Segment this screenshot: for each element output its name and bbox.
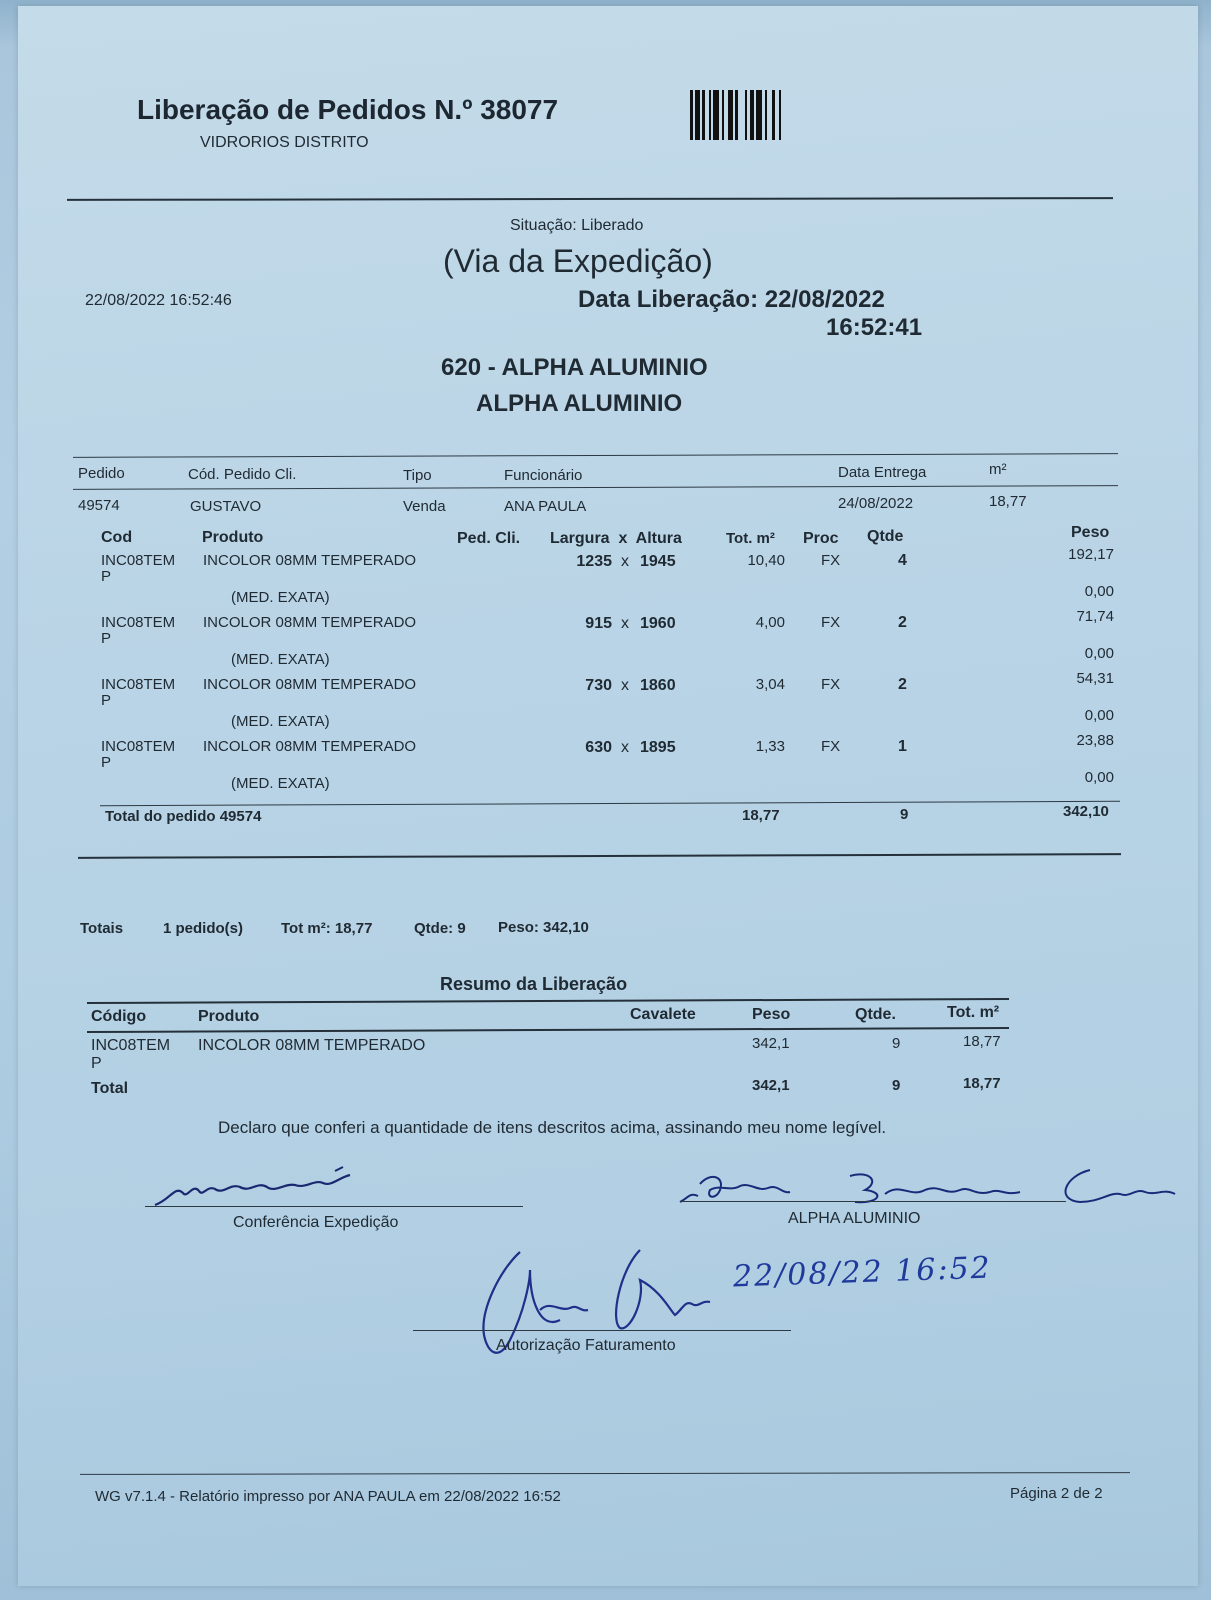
client-name: ALPHA ALUMINIO <box>476 390 683 417</box>
pedido-value: 49574 <box>78 497 120 514</box>
item-cod-cont: P <box>101 692 112 709</box>
resumo-col-tot-m2: Tot. m² <box>947 1004 1000 1021</box>
item-altura: 1895 <box>640 739 676 756</box>
client-signature-line <box>680 1201 1066 1202</box>
item-med-peso: 0,00 <box>1084 645 1114 662</box>
resumo-total-tot-m2: 18,77 <box>963 1075 1001 1092</box>
resumo-row-qtde: 9 <box>892 1035 901 1052</box>
item-cod: INC08TEM <box>101 552 176 569</box>
item-med-exata: (MED. EXATA) <box>231 775 330 792</box>
item-med-exata: (MED. EXATA) <box>231 713 330 730</box>
items-col-cod: Cod <box>101 529 133 546</box>
funcionario-value: ANA PAULA <box>504 498 587 515</box>
item-produto: INCOLOR 08MM TEMPERADO <box>203 738 417 755</box>
item-altura: 1960 <box>640 615 676 632</box>
item-produto: INCOLOR 08MM TEMPERADO <box>203 676 417 693</box>
totais-pedidos: 1 pedido(s) <box>163 920 244 937</box>
item-largura: 915 <box>585 615 612 632</box>
autorizacao-label: Autorização Faturamento <box>496 1337 676 1354</box>
items-col-ped-cli: Ped. Cli. <box>457 530 521 547</box>
col-tipo: Tipo <box>403 467 432 484</box>
col-cod-pedido-cli: Cód. Pedido Cli. <box>188 466 297 483</box>
footer-print-info: WG v7.1.4 - Relatório impresso por ANA PAULA em 22/08/2022 16:52 <box>95 1488 561 1505</box>
item-cod: INC08TEM <box>101 738 176 755</box>
item-proc: FX <box>821 738 841 755</box>
client-code-name: 620 - ALPHA ALUMINIO <box>441 354 708 381</box>
item-qtde: 1 <box>898 738 907 755</box>
item-proc: FX <box>821 676 841 693</box>
items-col-proc: Proc <box>803 530 839 547</box>
item-produto: INCOLOR 08MM TEMPERADO <box>203 552 417 569</box>
totais-label: Totais <box>80 920 124 937</box>
item-proc: FX <box>821 614 841 631</box>
item-cod-cont: P <box>101 568 112 585</box>
item-proc: FX <box>821 552 841 569</box>
col-data-entrega: Data Entrega <box>838 464 927 481</box>
conferencia-signature <box>145 1165 365 1215</box>
item-largura: 630 <box>585 739 612 756</box>
item-peso: 54,31 <box>1076 670 1114 687</box>
conferencia-label: Conferência Expedição <box>233 1214 399 1231</box>
item-x: x <box>621 553 629 570</box>
resumo-row-cod: INC08TEM <box>91 1037 171 1054</box>
item-cod-cont: P <box>101 754 112 771</box>
via-title: (Via da Expedição) <box>443 243 713 279</box>
order-total-qtde: 9 <box>900 806 909 823</box>
col-m2: m² <box>989 461 1007 478</box>
item-med-peso: 0,00 <box>1084 707 1114 724</box>
cod-pedido-cli-value: GUSTAVO <box>190 498 262 515</box>
item-cod-cont: P <box>101 630 112 647</box>
order-total-label: Total do pedido 49574 <box>105 808 262 825</box>
item-med-peso: 0,00 <box>1084 583 1114 600</box>
item-peso: 23,88 <box>1076 732 1114 749</box>
barcode <box>690 90 872 140</box>
client-label: ALPHA ALUMINIO <box>788 1210 921 1227</box>
totais-qtde: Qtde: 9 <box>414 920 466 937</box>
resumo-total-qtde: 9 <box>892 1077 901 1094</box>
resumo-row-produto: INCOLOR 08MM TEMPERADO <box>198 1037 426 1054</box>
company-name: VIDRORIOS DISTRITO <box>200 134 369 151</box>
item-tot-m2: 1,33 <box>755 738 785 755</box>
item-x: x <box>621 739 629 756</box>
item-largura: 1235 <box>576 553 612 570</box>
resumo-total-peso: 342,1 <box>752 1077 790 1094</box>
item-tot-m2: 4,00 <box>755 614 785 631</box>
item-altura: 1860 <box>640 677 676 694</box>
col-funcionario: Funcionário <box>504 467 583 484</box>
item-qtde: 2 <box>898 676 907 693</box>
items-col-peso: Peso <box>1071 524 1110 541</box>
resumo-row-tot-m2: 18,77 <box>963 1033 1001 1050</box>
col-pedido: Pedido <box>78 465 125 482</box>
item-cod: INC08TEM <box>101 676 176 693</box>
item-qtde: 4 <box>898 552 907 569</box>
printed-datetime: 22/08/2022 16:52:46 <box>85 292 232 309</box>
items-col-produto: Produto <box>202 529 264 546</box>
item-x: x <box>621 677 629 694</box>
resumo-col-codigo: Código <box>91 1008 147 1025</box>
resumo-col-qtde: Qtde. <box>855 1006 896 1023</box>
data-liberacao-time: 16:52:41 <box>826 314 923 341</box>
item-tot-m2: 3,04 <box>755 676 785 693</box>
resumo-col-produto: Produto <box>198 1008 260 1025</box>
resumo-col-peso: Peso <box>752 1006 791 1023</box>
m2-value: 18,77 <box>989 493 1027 510</box>
footer-page-number: Página 2 de 2 <box>1010 1485 1103 1502</box>
order-total-m2: 18,77 <box>742 807 780 824</box>
item-produto: INCOLOR 08MM TEMPERADO <box>203 614 417 631</box>
situacao-text: Situação: Liberado <box>510 217 644 234</box>
item-x: x <box>621 615 629 632</box>
item-altura: 1945 <box>640 553 676 570</box>
data-entrega-value: 24/08/2022 <box>838 495 914 512</box>
item-largura: 730 <box>585 677 612 694</box>
resumo-row-cod-cont: P <box>91 1055 102 1072</box>
resumo-row-peso: 342,1 <box>752 1035 790 1052</box>
item-peso: 71,74 <box>1076 608 1114 625</box>
item-tot-m2: 10,40 <box>747 552 785 569</box>
resumo-col-cavalete: Cavalete <box>630 1006 696 1023</box>
item-qtde: 2 <box>898 614 907 631</box>
tipo-value: Venda <box>403 498 446 515</box>
declaration-text: Declaro que conferi a quantidade de itens descritos acima, assinando meu nome legível. <box>218 1118 887 1137</box>
data-liberacao: Data Liberação: 22/08/2022 <box>578 286 885 313</box>
item-cod: INC08TEM <box>101 614 176 631</box>
conferencia-signature-line <box>145 1206 523 1207</box>
items-col-tot-m2: Tot. m² <box>726 530 775 547</box>
handwritten-date: 22/08/22 16:52 <box>732 1250 993 1295</box>
totais-peso: Peso: 342,10 <box>498 919 589 936</box>
item-med-peso: 0,00 <box>1084 769 1114 786</box>
item-peso: 192,17 <box>1068 546 1114 563</box>
order-total-peso: 342,10 <box>1063 803 1109 820</box>
resumo-title: Resumo da Liberação <box>440 974 628 994</box>
items-col-qtde: Qtde <box>867 528 904 545</box>
client-signature <box>670 1162 1190 1214</box>
totais-tot-m2: Tot m²: 18,77 <box>281 920 373 937</box>
item-med-exata: (MED. EXATA) <box>231 651 330 668</box>
resumo-total-label: Total <box>91 1080 129 1097</box>
autorizacao-signature-line <box>413 1330 791 1331</box>
items-col-largura-altura: Largura x Altura <box>550 530 682 547</box>
document-title: Liberação de Pedidos N.º 38077 <box>137 94 559 125</box>
item-med-exata: (MED. EXATA) <box>231 589 330 606</box>
